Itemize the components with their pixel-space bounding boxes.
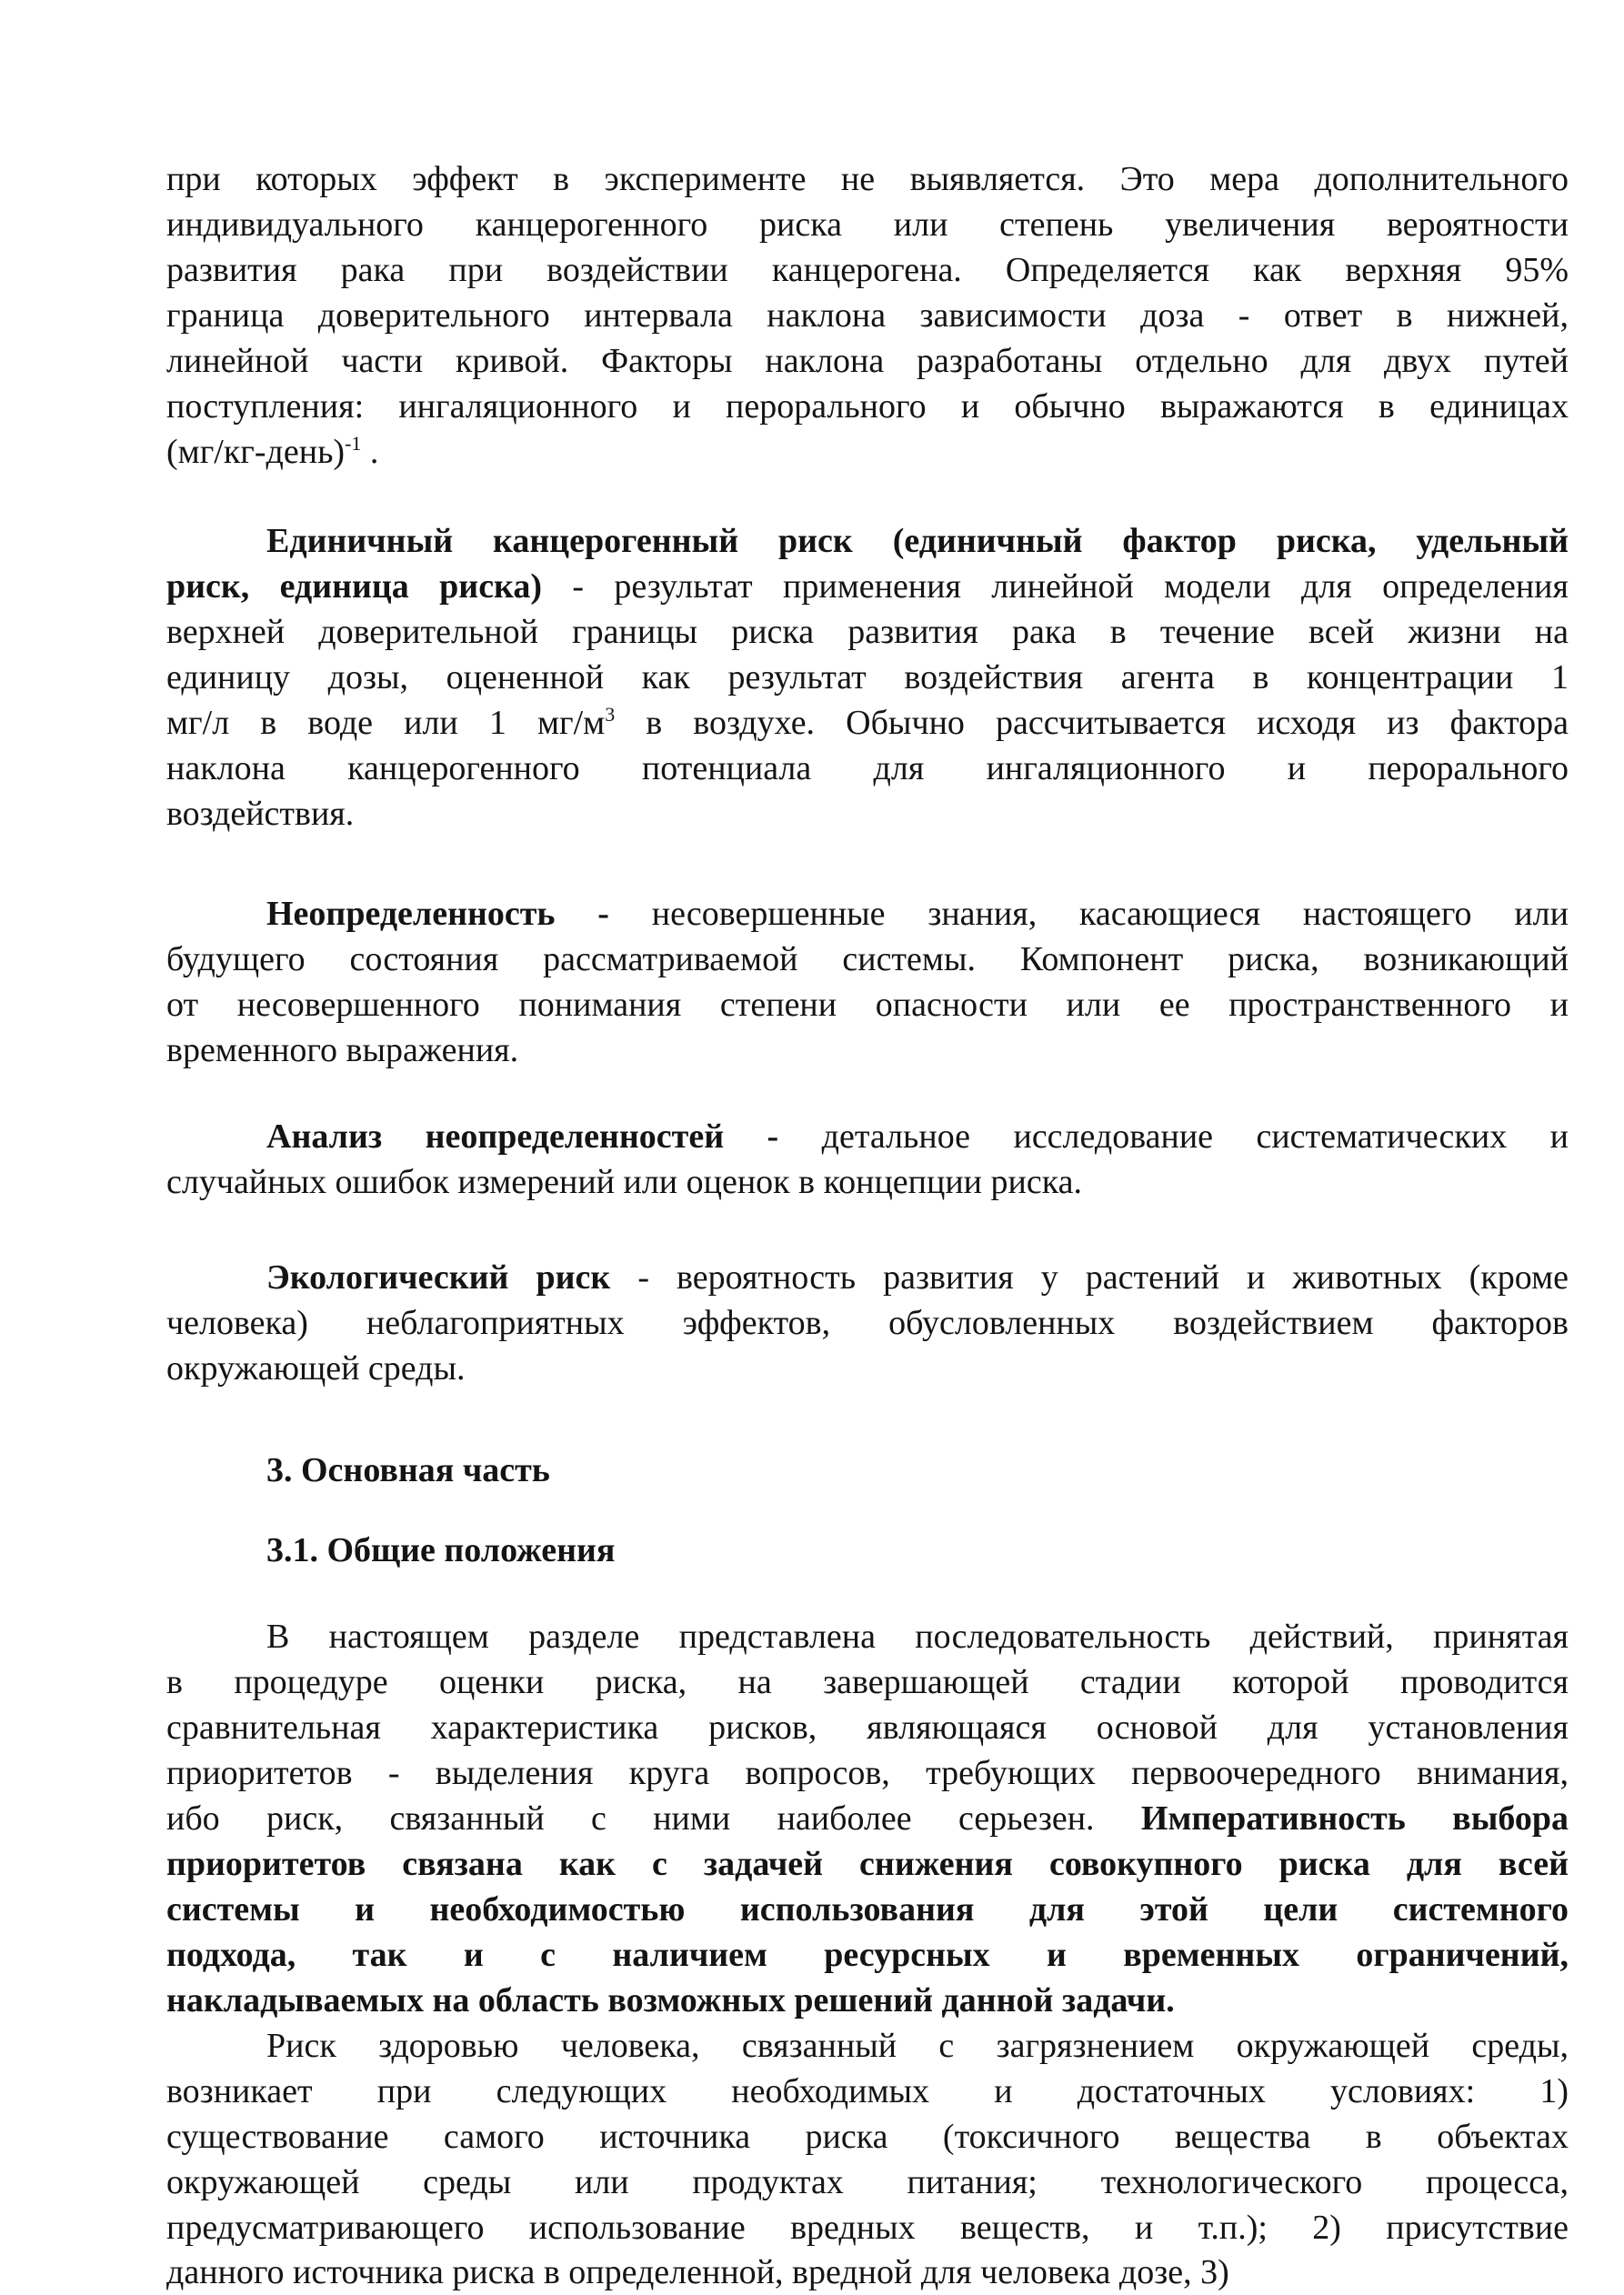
unit-text: (мг/кг-день) [166,433,346,471]
text-line: окружающей среды или продуктах питания; технологического процесса, [166,2163,1569,2201]
text-line: приоритетов - выделения круга вопросов, требующих первоочередного внимания, [166,1754,1569,1792]
definition-text: детальное исследование систематических и [778,1117,1569,1156]
term-uncertainty: Неопределенность - [266,895,609,933]
text-line: Риск здоровью человека, связанный с загрязнением окружающей среды, [266,2027,1569,2065]
text-line [166,891,1569,937]
text-line: граница доверительного интервала наклона зависимости доза - ответ в нижней, [166,296,1569,335]
text-line [166,518,1569,564]
paragraph-uncertainty-analysis [166,1114,1569,1205]
text-line: при которых эффект в эксперименте не выявляется. Это мера дополнительного [166,160,1569,198]
paragraph-health-risk-conditions [166,2023,1569,2250]
term-unit-risk-cont: риск, единица риска) [166,567,543,606]
text-span: мг/л в воде или 1 мг/м [166,704,606,742]
paragraph-ecological-risk [166,1255,1569,1391]
text-line [166,429,1569,475]
text-span: ибо риск, связанный с ними наиболее серьезен. [166,1799,1141,1838]
text-line: наклона канцерогенного потенциала для ингаляционного и перорального [166,749,1569,787]
term-unit-risk: Единичный канцерогенный риск (единичный фактор риска, удельный [266,522,1569,560]
unit-exponent: 3 [605,703,616,726]
text-line: данного источника риска в определенной, вредной для человека дозе, 3) [166,2253,1229,2291]
text-line: в процедуре оценки риска, на завершающей стадии которой проводится [166,1663,1569,1701]
text-line [166,564,1569,609]
emphasis-text: Императивность выбора [1140,1799,1569,1838]
paragraph-unit-risk [166,518,1569,837]
definition-text: - результат применения линейной модели для определения [542,567,1569,606]
text-line: возникает при следующих необходимых и достаточных условиях: 1) [166,2072,1569,2110]
text-line: временного выражения. [166,1031,519,1069]
paragraph-general-provisions [166,1614,1569,2023]
paragraph-uncertainty [166,891,1569,1073]
text-line: поступления: ингаляционного и перорального и обычно выражаются в единицах [166,387,1569,426]
text-line: существование самого источника риска (токсичного вещества в объектах [166,2118,1569,2156]
unit-exponent: -1 [345,432,362,455]
unit-tail: . [361,433,379,471]
text-line: от несовершенного понимания степени опасности или ее пространственного и [166,986,1569,1024]
text-line: человека) неблагоприятных эффектов, обусловленных воздействием факторов [166,1304,1569,1342]
text-line: сравнительная характеристика рисков, являющаяся основой для установления [166,1709,1569,1747]
text-line [166,1114,1569,1159]
definition-text: - вероятность развития у растений и животных (кроме [610,1258,1569,1297]
text-line: воздействия. [166,795,355,833]
emphasis-line: подхода, так и с наличием ресурсных и временных ограничений, [166,1936,1569,1974]
term-ecological-risk: Экологический риск [266,1258,611,1297]
text-line [166,1796,1569,1841]
text-line: единицу дозы, оцененной как результат воздействия агента в концентрации 1 [166,658,1569,697]
emphasis-line: накладываемых на область возможных решений данной задачи. [166,1981,1175,2019]
text-line: индивидуального канцерогенного риска или степень увеличения вероятности [166,205,1569,244]
text-line: В настоящем разделе представлена последовательность действий, принятая [266,1618,1569,1656]
emphasis-line: системы и необходимостью использования для этой цели системного [166,1890,1569,1929]
text-line: случайных ошибок измерений или оценок в концепции риска. [166,1163,1082,1201]
text-line [166,1255,1569,1300]
text-line: будущего состояния рассматриваемой системы. Компонент риска, возникающий [166,940,1569,978]
text-line: предусматривающего использование вредных веществ, и т.п.); 2) присутствие [166,2209,1569,2247]
text-line: верхней доверительной границы риска развития рака в течение всей жизни на [166,613,1569,651]
subsection-heading: 3.1. Общие положения [266,1531,616,1569]
emphasis-line: приоритетов связана как с задачей снижения совокупного риска для всей [166,1845,1569,1883]
paragraph-slope-factor [166,156,1569,475]
text-line: окружающей среды. [166,1349,466,1388]
paragraph-health-risk-tail [166,2250,1569,2295]
text-line: развития рака при воздействии канцерогена. Определяется как верхняя 95% [166,251,1569,289]
definition-text: несовершенные знания, касающиеся настоящего или [608,895,1569,933]
text-line [166,700,1569,746]
text-span: в воздухе. Обычно рассчитывается исходя из фактора [615,704,1569,742]
section-heading: 3. Основная часть [266,1451,550,1489]
term-uncertainty-analysis: Анализ неопределенностей - [266,1117,779,1156]
text-line: линейной части кривой. Факторы наклона разработаны отдельно для двух путей [166,342,1569,380]
